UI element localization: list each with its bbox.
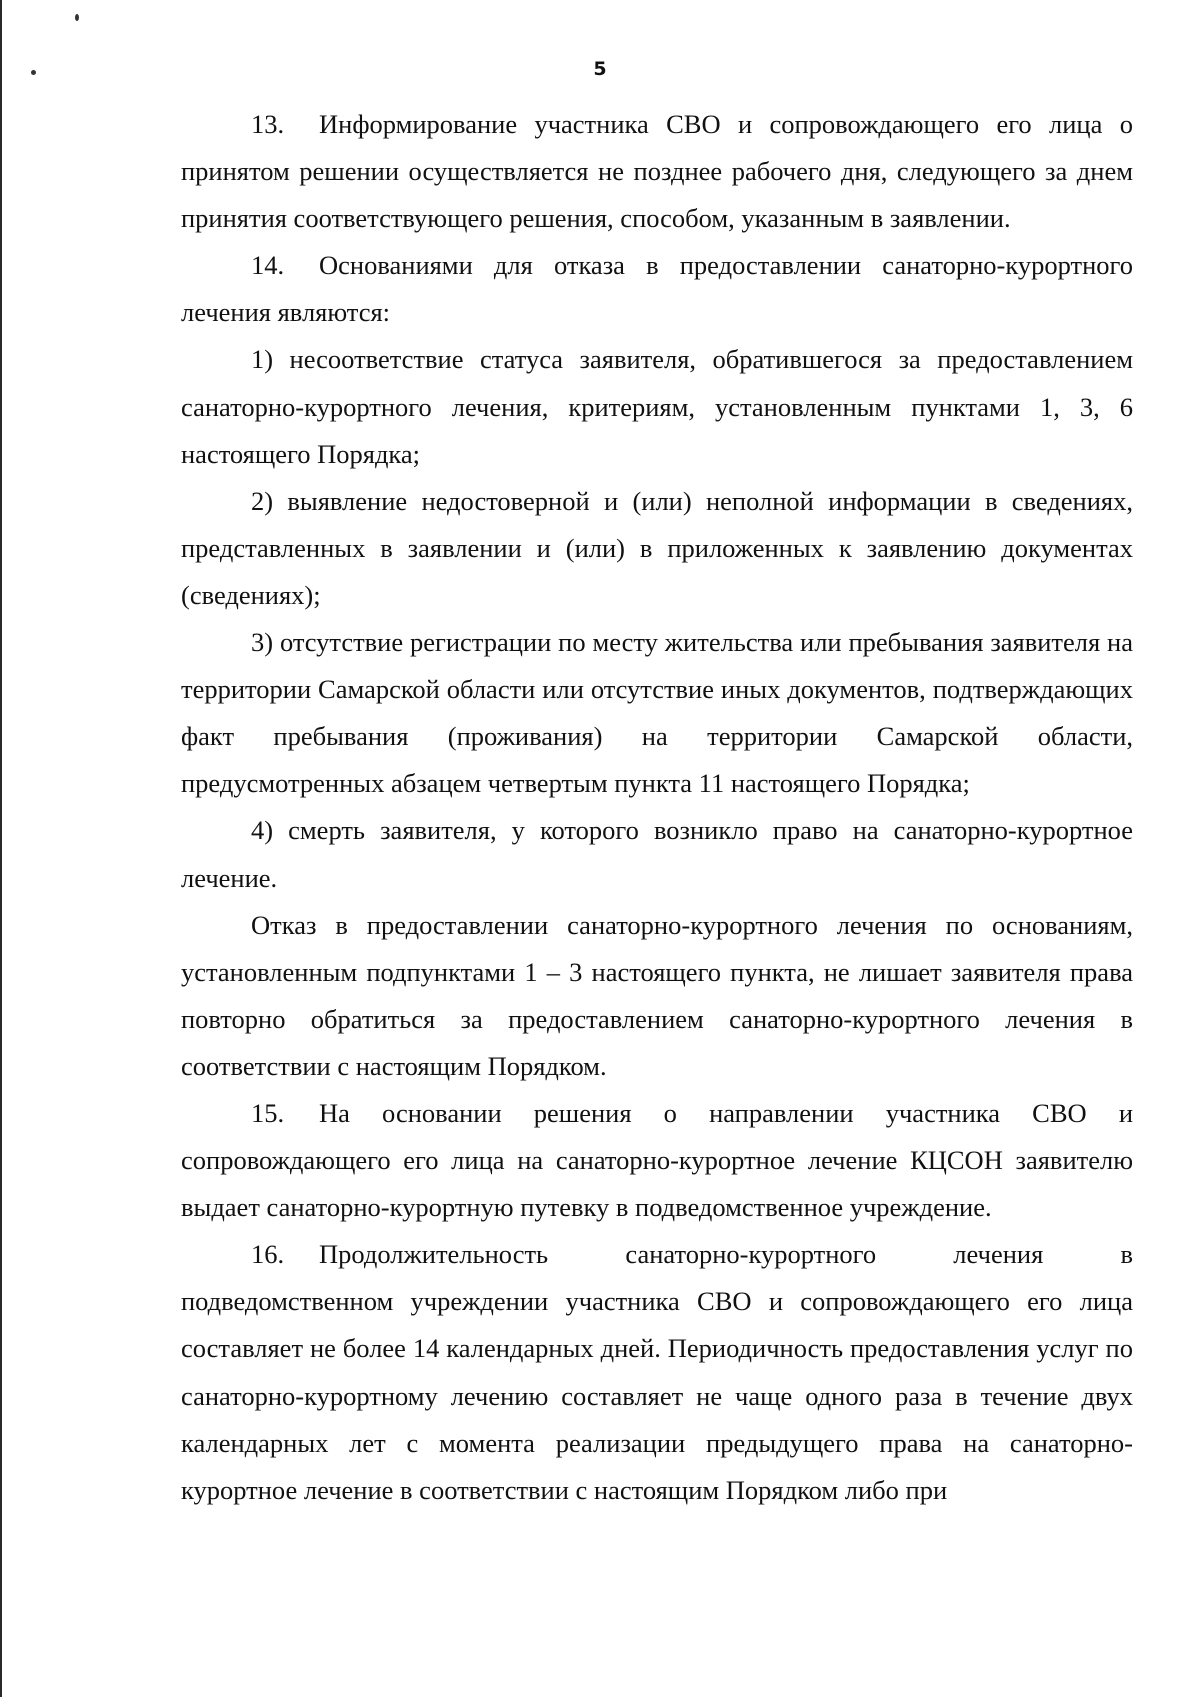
paragraph-text: Информирование участника СВО и сопровождающего его лица о принятом решении осуществляется не позднее рабочего дня, следующего за днем принятия соответствующего решения, способом, указанным в заявлении. [181, 109, 1133, 234]
refusal-paragraph [181, 902, 1133, 1090]
paragraph-text: Основаниями для отказа в предоставлении санаторно-курортного лечения являются: [181, 250, 1133, 328]
scan-speck [75, 14, 79, 21]
page-number: 5 [593, 58, 607, 80]
paragraph-15 [181, 1090, 1133, 1231]
subitem-1 [181, 336, 1133, 477]
paragraph-number: 14. [251, 250, 285, 281]
paragraph-text: 4) смерть заявителя, у которого возникло право на санаторно-курортное лечение. [181, 815, 1133, 893]
subitem-2 [181, 478, 1133, 619]
subitem-3 [181, 619, 1133, 807]
paragraph-14 [181, 242, 1133, 336]
paragraph-text: 3) отсутствие регистрации по месту жительства или пребывания заявителя на территории Самарской области или отсутствие иных документов, подтверждающих факт пребывания (проживания) на территории Самарской области, предусмотренных абзацем четвертым пункта 11 настоящего Порядка; [181, 627, 1133, 799]
paragraph-number: 13. [251, 109, 285, 139]
paragraph-16 [181, 1231, 1133, 1514]
paragraph-text: Отказ в предоставлении санаторно-курортного лечения по основаниям, установленным подпунктами 1 – 3 настоящего пункта, не лишает заявителя права повторно обратиться за предоставлением санаторно-курортного лечения в соответствии с настоящим Порядком. [181, 909, 1133, 1081]
paragraph-number: 16. [251, 1239, 285, 1270]
subitem-4 [181, 807, 1133, 901]
paragraph-number: 15. [251, 1097, 285, 1128]
paragraph-text: 2) выявление недостоверной и (или) неполной информации в сведениях, представленных в заявлении и (или) в приложенных к заявлению документах (сведениях); [181, 485, 1133, 610]
paragraph-13 [181, 101, 1133, 242]
paragraph-text: 1) несоответствие статуса заявителя, обратившегося за предоставлением санаторно-курортного лечения, критериям, установленным пунктами 1, 3, 6 настоящего Порядка; [181, 344, 1133, 469]
scan-speck [31, 70, 36, 75]
paragraph-text: На основании решения о направлении участника СВО и сопровождающего его лица на санаторно-курортное лечение КЦСОН заявителю выдает санаторно-курортную путевку в подведомственное учреждение. [181, 1097, 1133, 1223]
document-body [181, 101, 1133, 1514]
scan-left-edge [0, 0, 2, 1697]
paragraph-text: Продолжительность санаторно-курортного лечения в подведомственном учреждении участника СВО и сопровождающего его лица составляет не более 14 календарных дней. Периодичность предоставления услуг по санаторно-курортному лечению составляет не чаще одного раза в течение двух календарных лет с момента реализации предыдущего права на санаторно-курортное лечение в соответствии с настоящим Порядком либо при [181, 1239, 1133, 1505]
